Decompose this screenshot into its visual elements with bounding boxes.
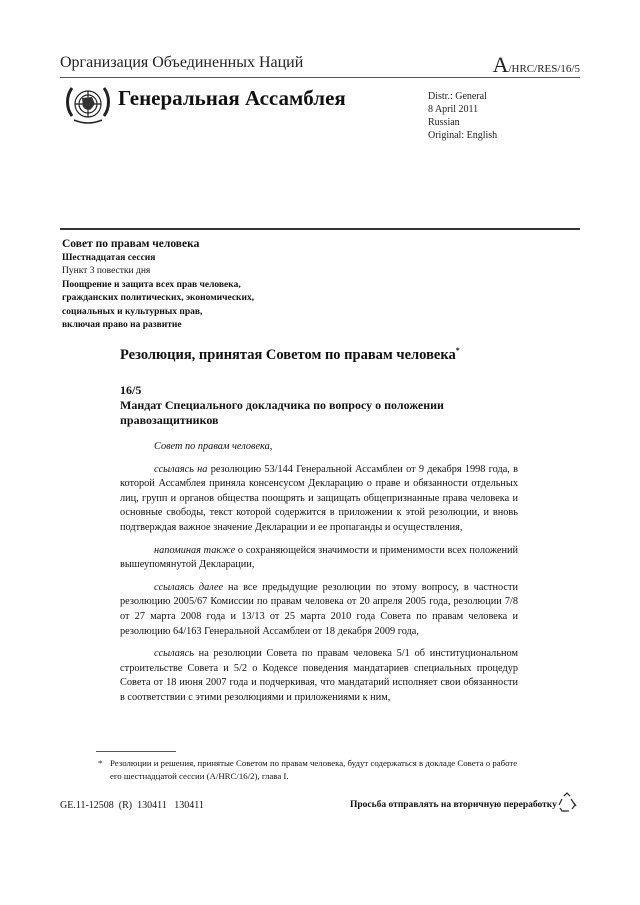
recycle-icon xyxy=(556,792,578,814)
paragraph-text: резолюцию 53/144 Генеральной Ассамблеи от 9 декабря 1998 года, в которой Ассамблея приняла консенсусом Декларацию о праве и обязанности отдельных лиц, групп и органов общества поощрять и защищать общепризнанные права человека и основные свободы, текст которой содержится в приложении к этой резолюции, и вновь подтверждая важное значение Декларации и ее пропаганды и осуществления, xyxy=(120,463,518,533)
symbol-prefix: A xyxy=(492,52,509,77)
paragraph-text: на резолюции Совета по правам человека 5/1 об институциональном строительстве Совета и 5/2 о Кодексе поведения мандатариев специальных процедур Совета от 18 июня 2007 года и подчеркивая, что мандатарий исполняет свои обязанности в соответствии с этими резолюциями и приложениями к ним, xyxy=(120,648,518,703)
resolution-number: 16/5 xyxy=(120,383,142,397)
recycle-note: Просьба отправлять на вторичную переработку xyxy=(350,800,557,810)
paragraph xyxy=(120,440,518,455)
footnote-text: Резолюции и решения, принятые Советом по правам человека, будут содержаться в докладе Совета о работе его шестнадцатой сессии (A/HRC/16/2), глава I. xyxy=(110,758,518,781)
agenda-title-line: включая право на развитие xyxy=(62,320,182,330)
resolution-body xyxy=(120,440,518,714)
agenda-title-line: социальных и культурных прав, xyxy=(62,306,203,317)
organization-name: Организация Объединенных Наций xyxy=(60,54,304,71)
paragraph-lead: напоминая также xyxy=(154,544,236,556)
resolution-subject: Мандат Специального докладчика по вопросу о положении правозащитников xyxy=(120,398,444,427)
paragraph-lead: ссылаясь xyxy=(154,648,194,660)
resolution-title xyxy=(120,346,460,364)
agenda-title-line: гражданских политических, экономических, xyxy=(62,293,255,303)
session: Шестнадцатая сессия xyxy=(62,252,156,263)
footnote-rule xyxy=(96,751,176,752)
job-number: GE.11-12508 (R) 130411 130411 xyxy=(60,800,204,811)
paragraph-text: на все предыдущие резолюции по этому вопросу, в частности резолюцию 2005/67 Комиссии по правам человека от 20 апреля 2005 года, резолюции 7/8 от 27 марта 2008 года и 13/13 от 25 марта 2010 года Совета по правам человека и резолюцию 64/163 Генеральной Ассамблеи от 18 декабря 2009 года, xyxy=(120,581,518,637)
paragraph-lead: ссылаясь далее xyxy=(154,581,224,593)
resolution-title-text: Резолюция, принятая Советом по правам человека xyxy=(120,346,456,363)
section-rule xyxy=(60,228,580,230)
footnote-mark: * xyxy=(98,758,103,768)
footnote-ref[interactable]: * xyxy=(455,346,460,355)
document-symbol xyxy=(493,52,580,78)
symbol-rest: /HRC/RES/16/5 xyxy=(508,63,580,75)
footnote xyxy=(98,757,520,783)
agenda-title-line: Поощрение и защита всех прав человека, xyxy=(62,279,241,290)
resolution-heading xyxy=(120,383,520,428)
paragraph-text: о сохраняющейся значимости и применимости всех положений вышеупомянутой Декларации, xyxy=(120,544,518,571)
paragraph-lead: Совет по правам человека, xyxy=(154,441,273,452)
council-name: Совет по правам человека xyxy=(62,238,200,250)
distribution-block xyxy=(428,90,497,142)
language: Russian xyxy=(428,117,460,128)
general-assembly-title: Генеральная Ассамблея xyxy=(118,86,346,110)
date: 8 April 2011 xyxy=(428,104,479,115)
original-language: Original: English xyxy=(428,130,498,141)
paragraph-lead: ссылаясь на xyxy=(154,463,208,475)
paragraph xyxy=(120,647,518,705)
session-info xyxy=(62,238,254,333)
un-emblem-icon xyxy=(64,82,112,128)
header-rule xyxy=(60,77,580,78)
paragraph xyxy=(120,581,518,639)
paragraph xyxy=(120,544,518,573)
paragraph xyxy=(120,463,518,536)
distribution: Distr.: General xyxy=(428,91,487,102)
agenda-item: Пункт 3 повестки дня xyxy=(62,266,151,276)
